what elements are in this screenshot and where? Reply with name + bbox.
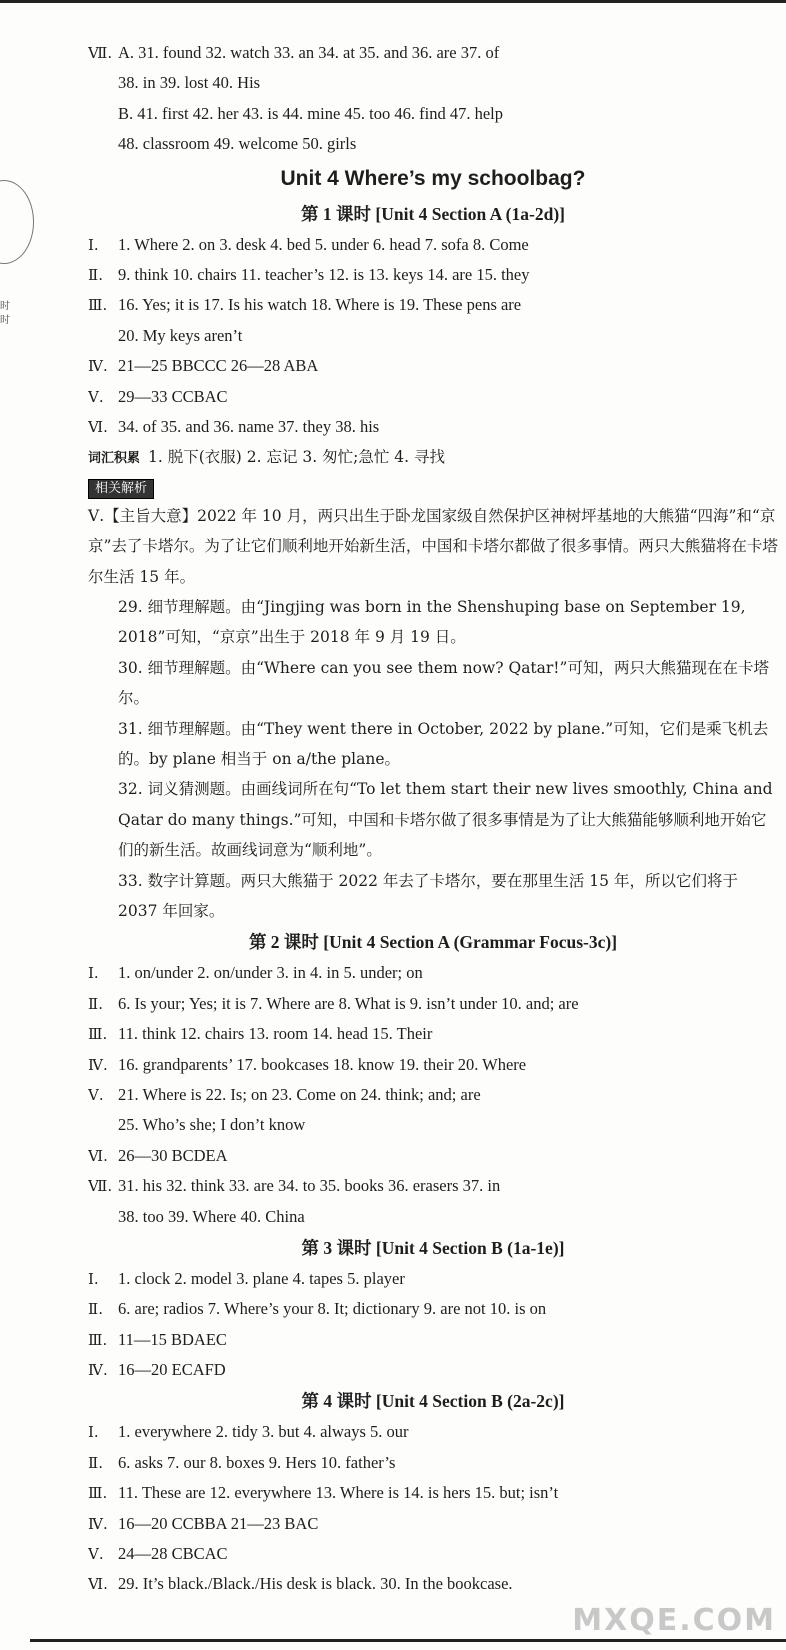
lesson-4-answers: [88, 1417, 778, 1599]
answer-text: 38. too 39. Where 40. China: [118, 1206, 305, 1226]
answer-line: [88, 99, 778, 129]
top-rule: [0, 0, 786, 3]
section-numeral: Ⅰ.: [88, 964, 99, 983]
lesson-title: 第 1 课时 [Unit 4 Section A (1a-2d)]: [301, 203, 565, 224]
bottom-rule: [30, 1639, 786, 1642]
answer-text: 20. My keys aren’t: [118, 325, 243, 345]
answer-line: [88, 1050, 778, 1080]
vocab-text: 1. 脱下(衣服) 2. 忘记 3. 匆忙;急忙 4. 寻找: [148, 448, 445, 467]
section-numeral: Ⅵ.: [88, 1146, 108, 1165]
section-numeral: Ⅳ.: [88, 1514, 108, 1533]
answer-line: [88, 958, 778, 988]
answer-line: [88, 1141, 778, 1171]
section-numeral: Ⅲ.: [88, 296, 108, 315]
section-numeral: Ⅴ.: [88, 387, 104, 406]
section-numeral: Ⅲ.: [88, 1484, 108, 1503]
answer-text: 24—28 CBCAC: [118, 1544, 228, 1564]
vocab-line: [88, 442, 778, 472]
answer-line: [88, 230, 778, 260]
answer-text: 21. Where is 22. Is; on 23. Come on 24. think; and; are: [118, 1084, 481, 1104]
answer-text: 16. Yes; it is 17. Is his watch 18. Where is 19. These pens are: [118, 295, 522, 315]
answer-text: 6. Is your; Yes; it is 7. Where are 8. What is 9. isn’t under 10. and; are: [118, 993, 579, 1013]
section-numeral: Ⅲ.: [88, 1330, 108, 1349]
analysis-item: 29. 细节理解题。由“Jingjing was born in the Shenshuping base on September 19, 2018”可知，“京京”出生于 2018 年 9 月 19 日。: [118, 597, 746, 647]
unit-title: Unit 4 Where’s my schoolbag?: [280, 166, 586, 190]
section-numeral: Ⅱ.: [88, 265, 103, 284]
section-numeral: Ⅱ.: [88, 1300, 103, 1319]
margin-char: 时: [0, 315, 10, 326]
answer-text: 9. think 10. chairs 11. teacher’s 12. is 13. keys 14. are 15. they: [118, 264, 530, 284]
answer-text: A. 31. found 32. watch 33. an 34. at 35. and 36. are 37. of: [118, 43, 500, 62]
lesson-1-answers: [88, 230, 778, 927]
left-margin-notes: [0, 300, 10, 328]
answer-text: 1. clock 2. model 3. plane 4. tapes 5. player: [118, 1268, 405, 1288]
answer-line: [88, 68, 778, 98]
answer-line: [88, 382, 778, 412]
answer-line: [88, 1355, 778, 1385]
section-numeral: Ⅶ.: [88, 44, 113, 62]
answer-line: [88, 1110, 778, 1140]
section-numeral: Ⅳ.: [88, 1361, 108, 1380]
analysis-badge: 相关解析: [88, 479, 154, 499]
section-numeral: Ⅴ.: [88, 1545, 104, 1564]
answer-line: [88, 989, 778, 1019]
analysis-item: 32. 词义猜测题。由画线词所在句“To let them start their new lives smoothly, China and Qatar do many things.”可知，中国和卡塔尔做了很多事情是为了让大熊猫能够顺利地开始它们的新生活。故画线词意为“顺利地”。: [118, 780, 773, 860]
answer-line: [88, 1019, 778, 1049]
answer-line: [88, 1478, 778, 1508]
analysis-badge-row: [88, 473, 778, 501]
vocab-label: 词汇积累: [88, 451, 141, 467]
answer-text: 38. in 39. lost 40. His: [118, 73, 261, 93]
analysis-item: 31. 细节理解题。由“They went there in October, 2022 by plane.”可知，它们是乘飞机去的。by plane 相当于 on a/the plane。: [118, 719, 769, 768]
answer-line: [88, 1448, 778, 1478]
answer-line: [88, 1264, 778, 1294]
answer-text: 6. asks 7. our 8. boxes 9. Hers 10. father’s: [118, 1452, 396, 1472]
answer-text: 6. are; radios 7. Where’s your 8. It; dictionary 9. are not 10. is on: [118, 1299, 547, 1319]
analysis-item: 30. 细节理解题。由“Where can you see them now? Qatar!”可知，两只大熊猫现在在卡塔尔。: [118, 658, 769, 708]
answer-line: [88, 1171, 778, 1201]
answer-line: [88, 412, 778, 442]
answer-text: 29—33 CCBAC: [118, 386, 228, 406]
lesson-title: 第 2 课时 [Unit 4 Section A (Grammar Focus-3c)]: [248, 932, 618, 953]
answer-line: [88, 1294, 778, 1324]
answer-text: 11. think 12. chairs 13. room 14. head 15. Their: [118, 1024, 433, 1044]
section-numeral: Ⅱ.: [88, 1453, 103, 1472]
answer-text: 16—20 ECAFD: [118, 1360, 226, 1380]
answer-line: [88, 1080, 778, 1110]
answer-text: 34. of 35. and 36. name 37. they 38. his: [118, 416, 380, 436]
lesson-title: 第 3 课时 [Unit 4 Section B (1a-1e)]: [301, 1237, 565, 1258]
top-section: [88, 38, 778, 160]
analysis-item: 33. 数字计算题。两只大熊猫于 2022 年去了卡塔尔，要在那里生活 15 年，所以它们将于 2037 年回家。: [118, 871, 738, 920]
answer-text: 21—25 BBCCC 26—28 ABA: [118, 356, 319, 376]
answer-line: [88, 1509, 778, 1539]
answer-line: [88, 1417, 778, 1447]
answer-line: [88, 1539, 778, 1569]
section-numeral: Ⅳ.: [88, 1055, 108, 1074]
section-numeral: Ⅱ.: [88, 994, 103, 1013]
answer-text: 16—20 CCBBA 21—23 BAC: [118, 1513, 319, 1533]
answer-text: 11. These are 12. everywhere 13. Where is 14. is hers 15. but; isn’t: [118, 1483, 559, 1503]
analysis-main: Ⅴ.【主旨大意】2022 年 10 月，两只出生于卧龙国家级自然保护区神树坪基地的大熊猫“四海”和“京京”去了卡塔尔。为了让它们顺利地开始新生活，中国和卡塔尔都做了很多事情。两只大熊猫将在卡塔尔生活 15 年。: [88, 506, 778, 586]
margin-char: 时: [0, 301, 10, 312]
lesson-3-answers: [88, 1264, 778, 1386]
answer-line: [88, 290, 778, 320]
section-numeral: Ⅰ.: [88, 1269, 99, 1288]
answer-text: 31. his 32. think 33. are 34. to 35. books 36. erasers 37. in: [118, 1176, 501, 1196]
answer-text: 25. Who’s she; I don’t know: [118, 1115, 306, 1135]
section-numeral: Ⅰ.: [88, 1423, 99, 1442]
lesson-title: 第 4 课时 [Unit 4 Section B (2a-2c)]: [301, 1391, 565, 1412]
section-numeral: Ⅳ.: [88, 357, 108, 376]
section-numeral: Ⅴ.: [88, 1085, 104, 1104]
section-numeral: Ⅵ.: [88, 417, 108, 436]
section-numeral: Ⅵ.: [88, 1575, 108, 1594]
answer-page: [88, 38, 778, 1600]
answer-line: [88, 1569, 778, 1599]
answer-text: 16. grandparents’ 17. bookcases 18. know 19. their 20. Where: [118, 1054, 527, 1074]
answer-line: [88, 321, 778, 351]
answer-text: B. 41. first 42. her 43. is 44. mine 45. too 46. find 47. help: [118, 103, 503, 123]
lesson-2-answers: [88, 958, 778, 1232]
answer-line: [88, 38, 778, 68]
margin-decoration: [0, 180, 34, 264]
section-numeral: Ⅰ.: [88, 235, 99, 254]
answer-text: 1. on/under 2. on/under 3. in 4. in 5. under; on: [118, 963, 423, 983]
answer-text: 11—15 BDAEC: [118, 1329, 227, 1349]
answer-line: [88, 351, 778, 381]
answer-line: [88, 260, 778, 290]
answer-text: 29. It’s black./Black./His desk is black. 30. In the bookcase.: [118, 1574, 513, 1594]
answer-line: [88, 1325, 778, 1355]
section-numeral: Ⅲ.: [88, 1025, 108, 1044]
watermark-logo: MXQE.COM: [572, 1603, 776, 1638]
answer-line: [88, 129, 778, 159]
answer-text: 1. Where 2. on 3. desk 4. bed 5. under 6. head 7. sofa 8. Come: [118, 234, 529, 254]
answer-text: 26—30 BCDEA: [118, 1145, 228, 1165]
answer-text: 48. classroom 49. welcome 50. girls: [118, 134, 357, 154]
answer-line: [88, 1202, 778, 1232]
section-numeral: Ⅶ.: [88, 1177, 113, 1196]
answer-text: 1. everywhere 2. tidy 3. but 4. always 5. our: [118, 1422, 409, 1442]
